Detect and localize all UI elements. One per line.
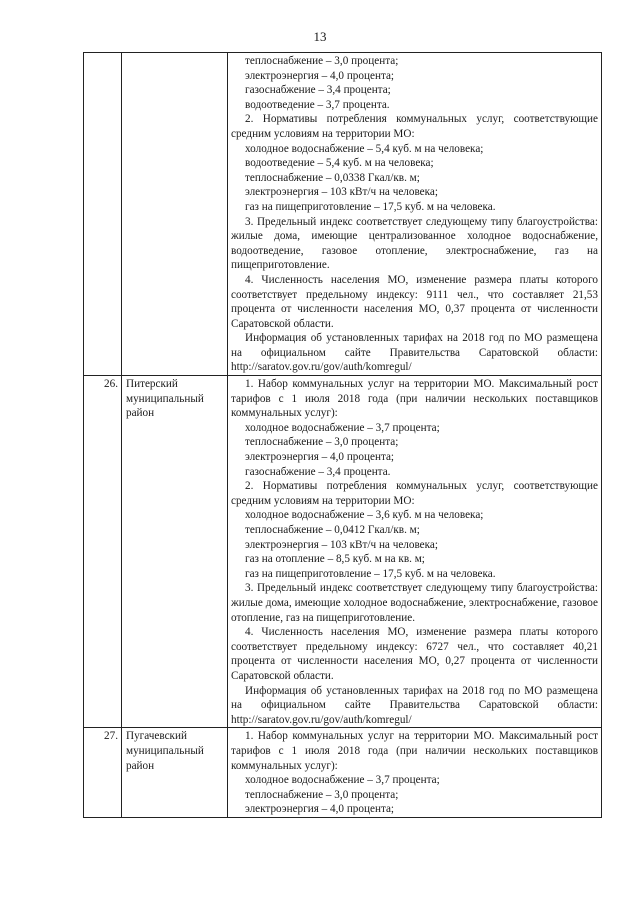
details-text xyxy=(228,53,601,375)
municipality-cell xyxy=(122,376,228,728)
row-number: 26. xyxy=(104,378,118,391)
paragraph: 1. Набор коммунальных услуг на территории МО. Максимальный рост тарифов с 1 июля 2018 года (при наличии нескольких поставщиков коммунальных услуг): xyxy=(231,378,598,420)
row-number-cell xyxy=(84,376,122,728)
paragraph: газоснабжение – 3,4 процента. xyxy=(245,465,391,478)
paragraph: электроэнергия – 4,0 процента; xyxy=(245,451,395,464)
paragraph: теплоснабжение – 3,0 процента; xyxy=(245,55,399,67)
municipality-cell xyxy=(122,53,228,376)
paragraph: теплоснабжение – 3,0 процента; xyxy=(245,436,399,449)
paragraph: водоотведение – 5,4 куб. м на человека; xyxy=(245,157,434,170)
paragraph: газ на пищеприготовление – 17,5 куб. м на человека. xyxy=(245,567,496,580)
paragraph: холодное водоснабжение – 3,7 процента; xyxy=(245,421,440,434)
details-cell xyxy=(228,376,602,728)
municipality-name: Пугачевский муниципальный район xyxy=(126,730,204,772)
municipality-name: Питерский муниципальный район xyxy=(126,378,204,420)
table-row xyxy=(84,728,602,818)
paragraph: 3. Предельный индекс соответствует следующему типу благоустройства: жилые дома, имеющие централизованное холодное водоснабжение, водоотведение, газовое отопление, электроснабжение, газ на пищеприготовление. xyxy=(231,215,598,272)
paragraph: 2. Нормативы потребления коммунальных услуг, соответствующие средним условиям на территории МО: xyxy=(231,113,598,140)
paragraph: теплоснабжение – 0,0412 Гкал/кв. м; xyxy=(245,524,420,536)
paragraph: холодное водоснабжение – 3,6 куб. м на человека; xyxy=(245,509,484,522)
row-number-cell xyxy=(84,728,122,818)
municipality-name xyxy=(122,53,227,54)
paragraph: 1. Набор коммунальных услуг на территории МО. Максимальный рост тарифов с 1 июля 2018 года (при наличии нескольких поставщиков коммунальных услуг): xyxy=(231,730,598,772)
paragraph: 3. Предельный индекс соответствует следующему типу благоустройства: жилые дома, имеющие холодное водоснабжение, электроснабжение, газовое отопление, газ на пищеприготовление. xyxy=(231,582,598,624)
tariff-table xyxy=(83,52,602,818)
page-number: 13 xyxy=(313,29,327,44)
details-text xyxy=(228,728,601,817)
paragraph: холодное водоснабжение – 3,7 процента; xyxy=(245,774,440,787)
details-text xyxy=(228,376,601,727)
paragraph: электроэнергия – 4,0 процента; xyxy=(245,803,395,816)
paragraph: теплоснабжение – 3,0 процента; xyxy=(245,788,399,801)
row-number-cell xyxy=(84,53,122,376)
municipality-cell xyxy=(122,728,228,818)
row-number xyxy=(84,53,121,54)
table-row xyxy=(84,53,602,376)
paragraph: газоснабжение – 3,4 процента; xyxy=(245,84,391,97)
row-number: 27. xyxy=(104,730,118,743)
paragraph: газ на отопление – 8,5 куб. м на кв. м; xyxy=(245,553,425,566)
paragraph: электроэнергия – 103 кВт/ч на человека; xyxy=(245,186,438,199)
table-row xyxy=(84,376,602,728)
paragraph: 4. Численность населения МО, изменение размера платы которого соответствует предельному индексу: 6727 чел., что составляет 40,21 процента от численности населения МО, 0,27 процента от численности Саратовской области. xyxy=(231,626,598,682)
details-cell xyxy=(228,728,602,818)
paragraph: холодное водоснабжение – 5,4 куб. м на человека; xyxy=(245,142,484,155)
paragraph: водоотведение – 3,7 процента. xyxy=(245,98,390,111)
paragraph: газ на пищеприготовление – 17,5 куб. м на человека. xyxy=(245,200,496,213)
paragraph: Информация об установленных тарифах на 2018 год по МО размещена на официальном сайте Правительства Саратовской области: http://saratov.gov.ru/gov/auth/komregul/ xyxy=(231,332,598,374)
paragraph: электроэнергия – 4,0 процента; xyxy=(245,69,395,82)
paragraph: Информация об установленных тарифах на 2018 год по МО размещена на официальном сайте Правительства Саратовской области: http://saratov.gov.ru/gov/auth/komregul/ xyxy=(231,684,598,726)
details-cell xyxy=(228,53,602,376)
paragraph: 2. Нормативы потребления коммунальных услуг, соответствующие средним условиям на территории МО: xyxy=(231,480,598,507)
paragraph: 4. Численность населения МО, изменение размера платы которого соответствует предельному индексу: 9111 чел., что составляет 21,53 процента от численности населения МО, 0,37 процента от численности Саратовской области. xyxy=(231,273,598,330)
paragraph: электроэнергия – 103 кВт/ч на человека; xyxy=(245,538,438,551)
paragraph: теплоснабжение – 0,0338 Гкал/кв. м; xyxy=(245,171,420,184)
